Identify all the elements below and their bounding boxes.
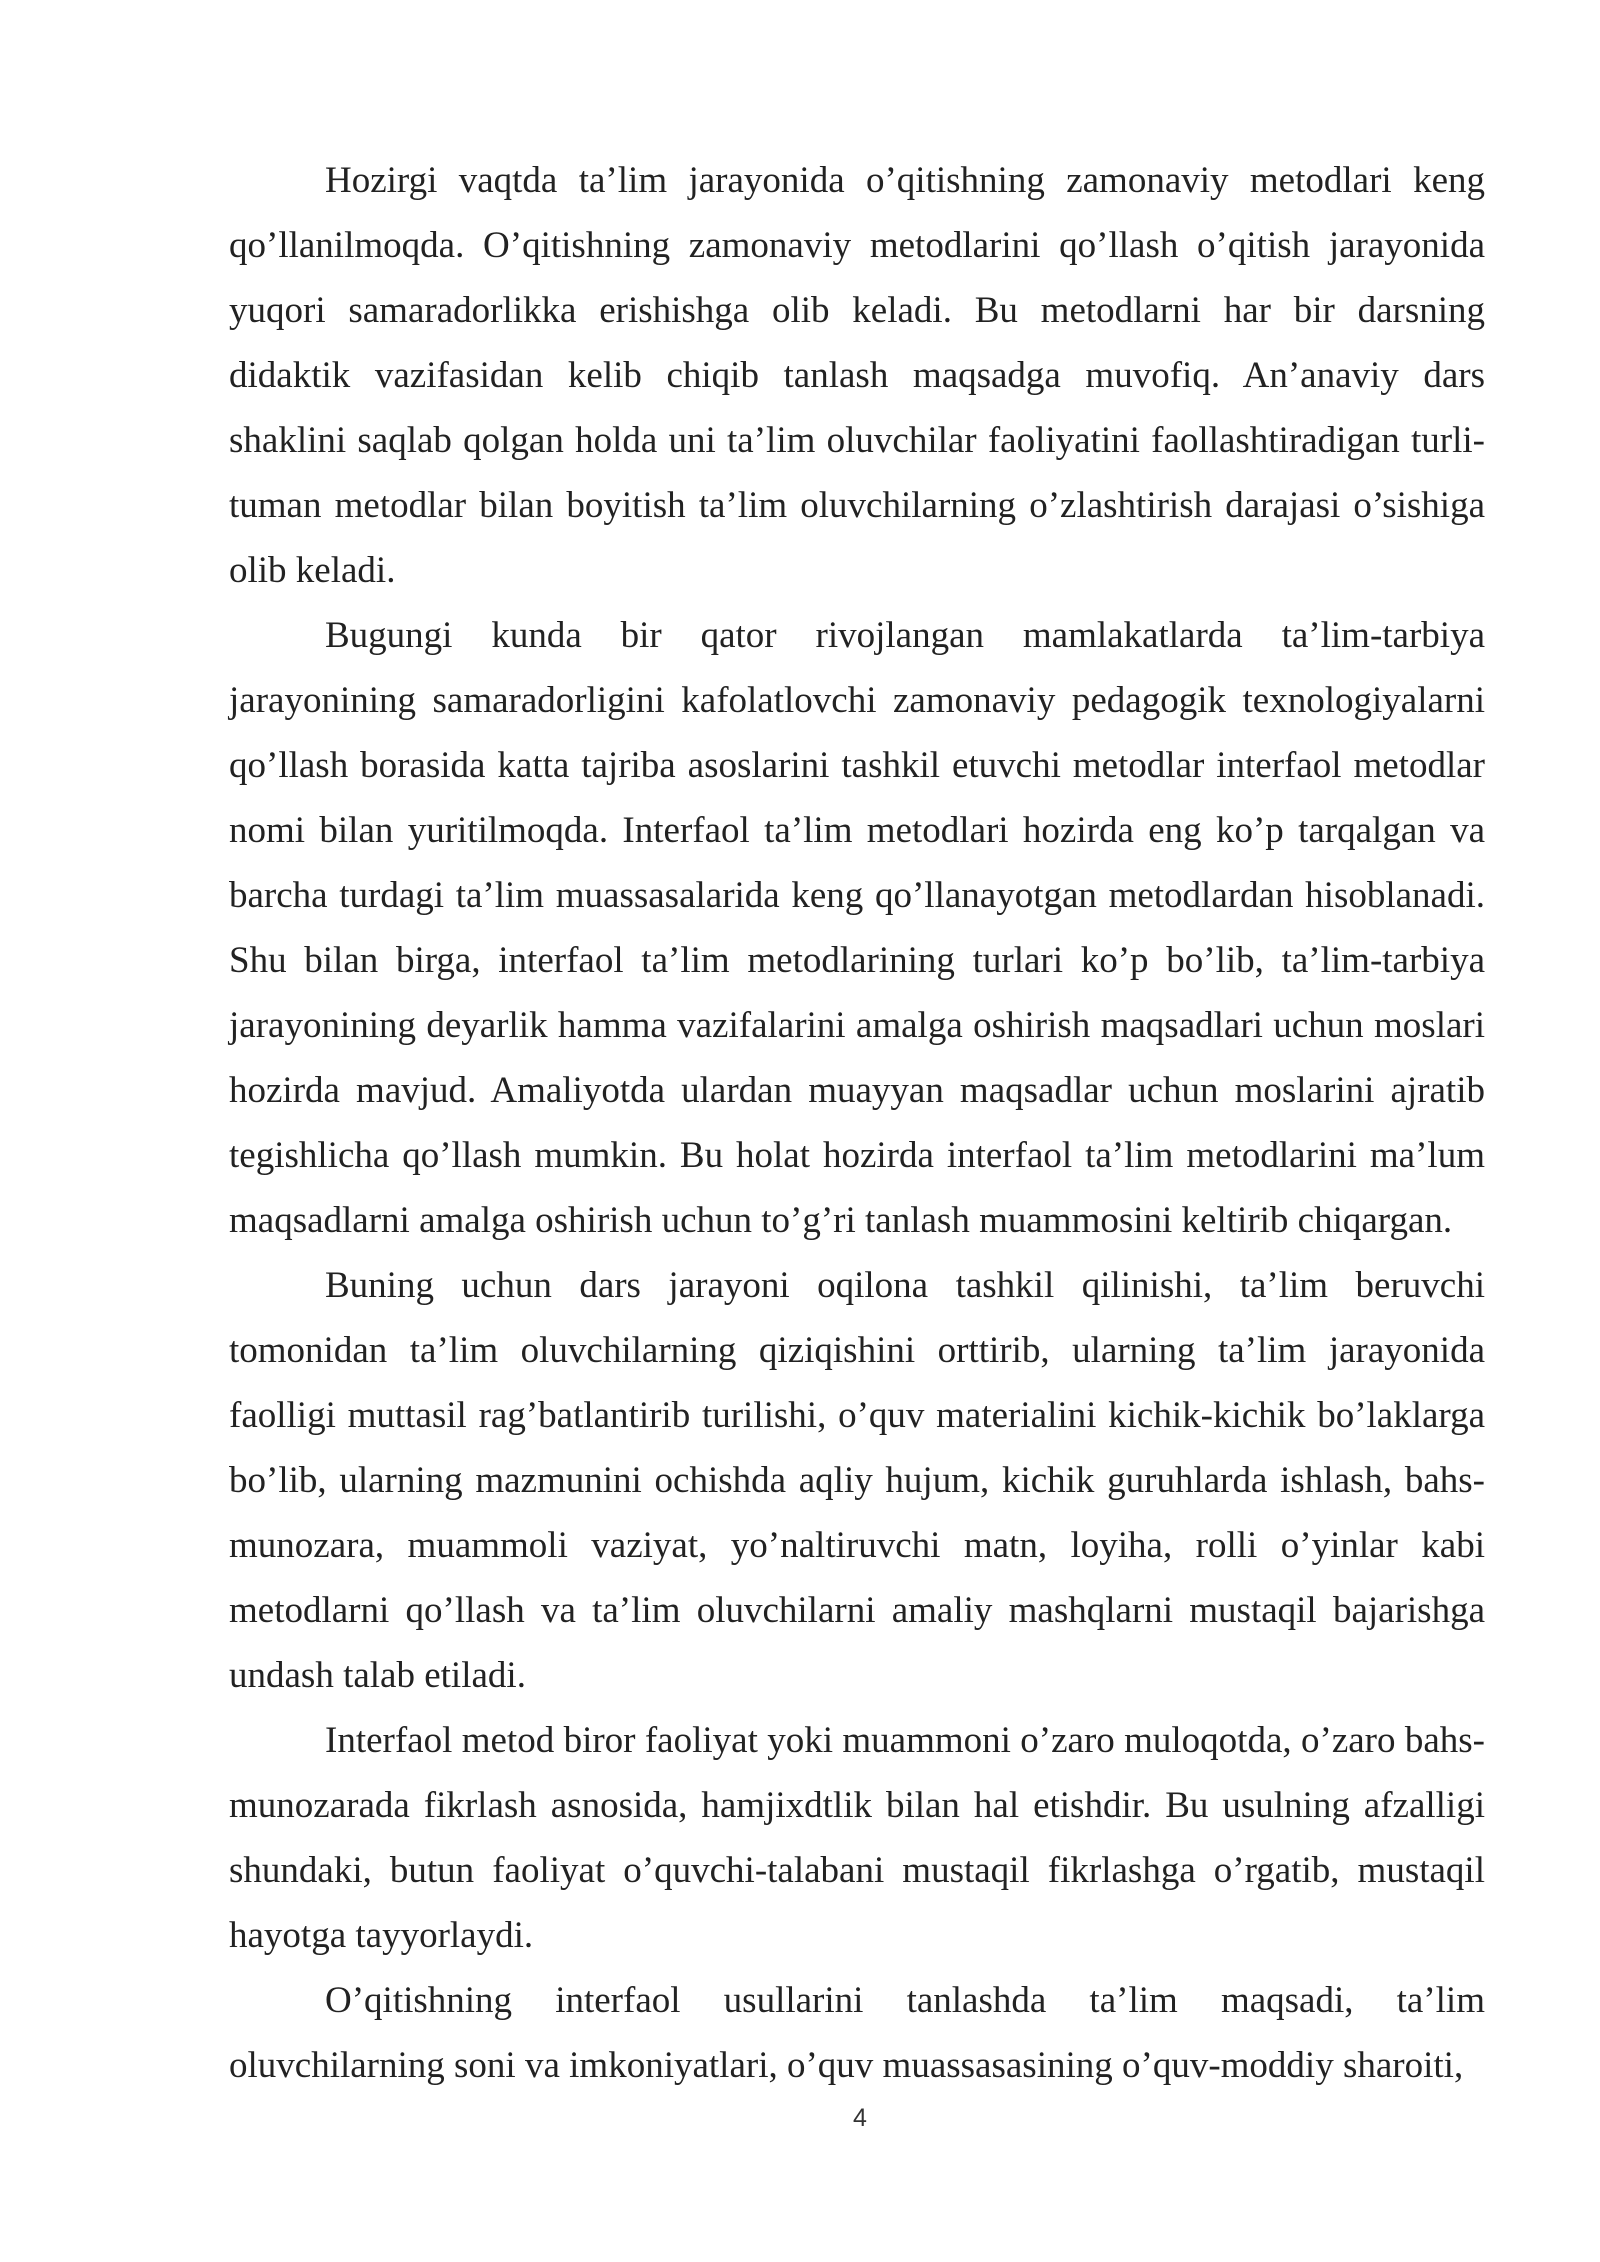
paragraph-1: Hozirgi vaqtda ta’lim jarayonida o’qitishning zamonaviy metodlari keng qo’llanilmoqda. O’qitishning zamonaviy metodlarini qo’llash o’qitish jarayonida yuqori samaradorlikka erishishga olib keladi. Bu metodlarni har bir darsning didaktik vazifasidan kelib chiqib tanlash maqsadga muvofiq. An’anaviy dars shaklini saqlab qolgan holda uni ta’lim oluvchilar faoliyatini faollashtiradigan turli-tuman metodlar bilan boyitish ta’lim oluvchilarning o’zlashtirish darajasi o’sishiga olib keladi. <box>229 160 1485 591</box>
paragraph-2: Bugungi kunda bir qator rivojlangan mamlakatlarda ta’lim-tarbiya jarayonining samaradorligini kafolatlovchi zamonaviy pedagogik texnologiyalarni qo’llash borasida katta tajriba asoslarini tashkil etuvchi metodlar interfaol metodlar nomi bilan yuritilmoqda. Interfaol ta’lim metodlari hozirda eng ko’p tarqalgan va barcha turdagi ta’lim muassasalarida keng qo’llanayotgan metodlardan hisoblanadi. Shu bilan birga, interfaol ta’lim metodlarining turlari ko’p bo’lib, ta’lim-tarbiya jarayonining deyarlik hamma vazifalarini amalga oshirish maqsadlari uchun moslari hozirda mavjud. Amaliyotda ulardan muayyan maqsadlar uchun moslarini ajratib tegishlicha qo’llash mumkin. Bu holat hozirda interfaol ta’lim metodlarini ma’lum maqsadlarni amalga oshirish uchun to’g’ri tanlash muammosini keltirib chiqargan. <box>229 615 1485 1241</box>
page-number <box>0 2098 1600 2138</box>
page-number-text: 4 <box>853 2104 867 2132</box>
paragraph-4: Interfaol metod biror faoliyat yoki muammoni o’zaro muloqotda, o’zaro bahs-munozarada fikrlash asnosida, hamjixdtlik bilan hal etishdir. Bu usulning afzalligi shundaki, butun faoliyat o’quvchi-talabani mustaqil fikrlashga o’rgatib, mustaqil hayotga tayyorlaydi. <box>229 1720 1485 1956</box>
paragraph-5: O’qitishning interfaol usullarini tanlashda ta’lim maqsadi, ta’lim oluvchilarning soni va imkoniyatlari, o’quv muassasasining o’quv-moddiy sharoiti, <box>229 1980 1485 2086</box>
paragraph-3: Buning uchun dars jarayoni oqilona tashkil qilinishi, ta’lim beruvchi tomonidan ta’lim oluvchilarning qiziqishini orttirib, ularning ta’lim jarayonida faolligi muttasil rag’batlantirib turilishi, o’quv materialini kichik-kichik bo’laklarga bo’lib, ularning mazmunini ochishda aqliy hujum, kichik guruhlarda ishlash, bahs-munozara, muammoli vaziyat, yo’naltiruvchi matn, loyiha, rolli o’yinlar kabi metodlarni qo’llash va ta’lim oluvchilarni amaliy mashqlarni mustaqil bajarishga undash talab etiladi. <box>229 1265 1485 1696</box>
body-text <box>229 148 1485 2098</box>
